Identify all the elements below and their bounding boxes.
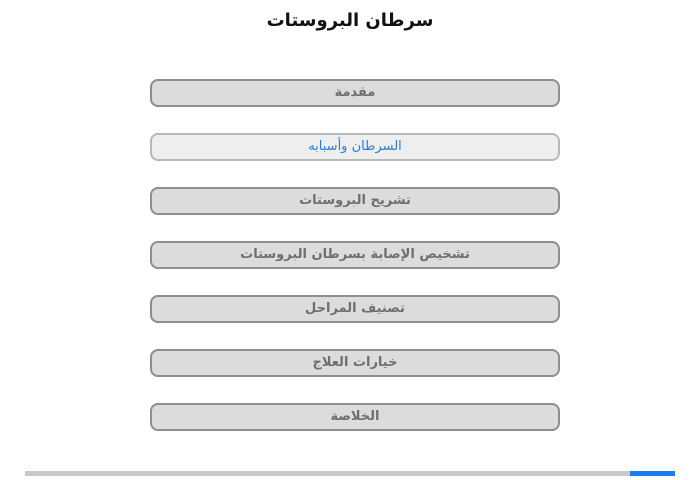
progress-bar-fill <box>630 471 676 476</box>
menu-item-diagnosis[interactable]: تشخيص الإصابة بسرطان البروستات <box>150 241 560 269</box>
progress-bar <box>25 471 675 476</box>
menu-item-prostate-anatomy[interactable]: تشريح البروستات <box>150 187 560 215</box>
menu-item-cancer-and-causes[interactable]: السرطان وأسبابه <box>150 133 560 161</box>
menu-list <box>150 79 560 457</box>
menu-item-introduction[interactable]: مقدمة <box>150 79 560 107</box>
page-title: سرطان البروستات <box>266 10 434 31</box>
menu-item-summary[interactable]: الخلاصة <box>150 403 560 431</box>
menu-item-staging[interactable]: تصنيف المراحل <box>150 295 560 323</box>
menu-item-treatment-options[interactable]: خيارات العلاج <box>150 349 560 377</box>
